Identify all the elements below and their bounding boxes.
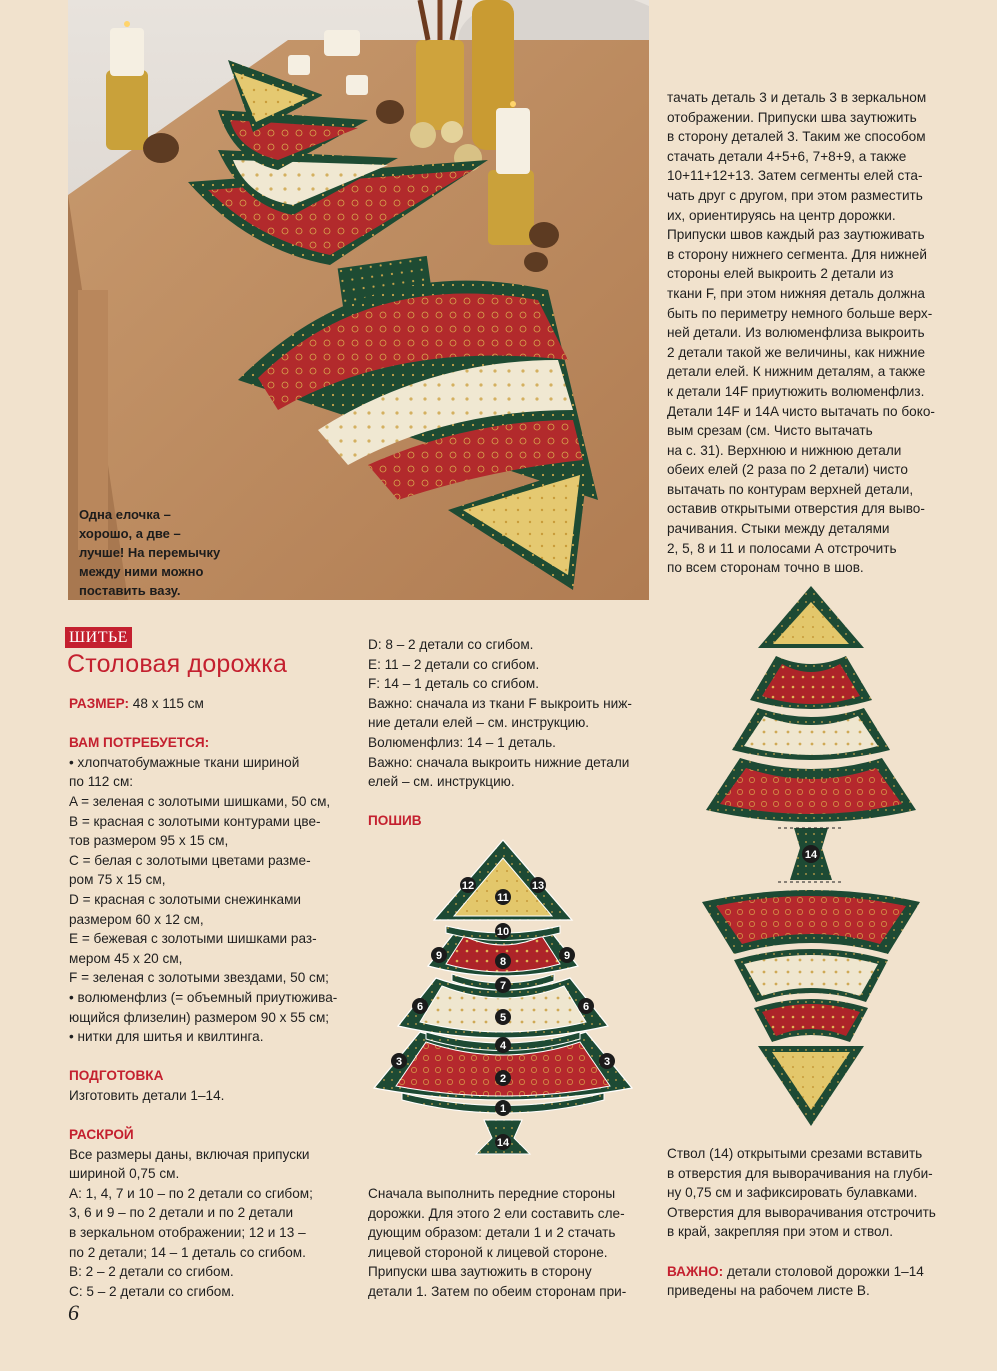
text-line: Отверстия для выворачивания отстрочить xyxy=(667,1204,936,1220)
materials-line: ром 75 х 15 см, xyxy=(69,872,166,888)
cutting-line: Все размеры даны, включая припуски xyxy=(69,1146,310,1162)
text-line: чать друг с другом, при этом разместить xyxy=(667,187,923,203)
photo-caption xyxy=(79,505,239,600)
text-line: в край, закрепляя при этом и ствол. xyxy=(667,1224,893,1240)
text-line: стачать детали 4+5+6, 7+8+9, а также xyxy=(667,148,907,164)
section-tag: ШИТЬЕ xyxy=(65,627,132,648)
label-badge xyxy=(412,998,428,1014)
label-badge xyxy=(495,977,511,993)
label-badge xyxy=(530,877,546,893)
cutting-line: F: 14 – 1 деталь со сгибом. xyxy=(368,676,539,692)
cutting-line: E: 11 – 2 детали со сгибом. xyxy=(368,656,540,672)
size-value: 48 х 115 см xyxy=(132,696,204,711)
diagram-label: 11 xyxy=(497,892,509,904)
middle-column xyxy=(368,635,658,831)
sewing-text xyxy=(368,1184,658,1302)
left-column xyxy=(69,694,359,1301)
text-line: отображении. Припуски шва заутюжить xyxy=(667,109,917,125)
label-badge xyxy=(578,998,594,1014)
text-line: Ствол (14) открытыми срезами вставить xyxy=(667,1146,923,1161)
label-badge xyxy=(599,1053,615,1069)
diagram-label: 4 xyxy=(499,1040,507,1052)
sewing-line: Припуски шва заутюжить в сторону xyxy=(368,1264,592,1280)
cutting-heading: РАСКРОЙ xyxy=(69,1127,134,1143)
sewing-heading: ПОШИВ xyxy=(368,813,422,829)
cutting-line: Важно: сначала выкроить нижние детали xyxy=(368,754,630,770)
label-badge xyxy=(495,1070,511,1086)
sewing-line: Сначала выполнить передние стороны xyxy=(368,1186,616,1201)
text-line: тачать деталь 3 и деталь 3 в зеркальном xyxy=(667,90,927,105)
materials-line: тов размером 95 х 15 см, xyxy=(69,833,229,849)
trunk-label: 14 xyxy=(804,849,818,861)
important-note xyxy=(667,1262,967,1282)
label-badge xyxy=(495,889,511,905)
cutting-line: C: 5 – 2 детали со сгибом. xyxy=(69,1283,235,1299)
text-line: оставив открытыми отверстия для выво- xyxy=(667,501,925,517)
text-line: 2 детали такой же величины, как нижние xyxy=(667,344,926,360)
label-badge xyxy=(495,953,511,969)
materials-line: по 112 см: xyxy=(69,774,134,790)
text-line: 10+11+12+13. Затем сегменты елей ста- xyxy=(667,168,923,184)
cutting-line: в зеркальном отображении; 12 и 13 – xyxy=(69,1225,306,1241)
text-line: по всем сторонам точно в шов. xyxy=(667,560,864,576)
diagram-label: 6 xyxy=(416,1001,424,1013)
cutting-line: ние детали елей – см. инструкцию. xyxy=(368,715,590,731)
sewing-line: дующим образом: детали 1 и 2 стачать xyxy=(368,1225,616,1241)
text-line: ткани F, при этом нижняя деталь должна xyxy=(667,285,925,301)
trunk-instructions xyxy=(667,1144,967,1301)
materials-line: E = бежевая с золотыми шишками раз- xyxy=(69,931,317,947)
label-badge xyxy=(495,1134,511,1150)
text-line: вытачать по контурам верхней детали, xyxy=(667,481,914,497)
label-badge xyxy=(495,1037,511,1053)
materials-line: • хлопчатобумажные ткани шириной xyxy=(69,754,300,770)
materials-line: A = зеленая с золотыми шишками, 50 см, xyxy=(69,793,331,809)
prep-line: Изготовить детали 1–14. xyxy=(69,1087,225,1103)
size-label: РАЗМЕР: xyxy=(69,696,130,711)
text-line: стороны елей выкроить 2 детали из xyxy=(667,266,894,282)
text-line: в сторону нижнего сегмента. Для нижней xyxy=(667,246,927,262)
materials-line: • волюменфлиз (= объемный приутюжива- xyxy=(69,989,338,1005)
cutting-line: 3, 6 и 9 – по 2 детали и по 2 детали xyxy=(69,1205,294,1221)
text-line: Припуски швов каждый раз заутюживать xyxy=(667,227,925,243)
cutting-line: елей – см. инструкцию. xyxy=(368,774,515,790)
tree-diagram xyxy=(372,836,640,1166)
text-line: рачивания. Стыки между деталями xyxy=(667,521,890,537)
text-line: в отверстия для выворачивания на глуби- xyxy=(667,1165,933,1181)
text-line: вым срезам (см. Чисто вытачать xyxy=(667,423,873,439)
size-line xyxy=(69,694,359,714)
diagram-label: 13 xyxy=(531,880,545,892)
cutting-line: A: 1, 4, 7 и 10 – по 2 детали со сгибом; xyxy=(69,1185,313,1201)
cutting-line: Важно: сначала из ткани F выкроить ниж- xyxy=(368,695,632,711)
prep-heading: ПОДГОТОВКА xyxy=(69,1068,164,1084)
cutting-line: D: 8 – 2 детали со сгибом. xyxy=(368,637,534,652)
cutting-line: по 2 детали; 14 – 1 деталь со сгибом. xyxy=(69,1244,306,1260)
diagram-label: 2 xyxy=(499,1073,507,1085)
text-line: их, ориентируясь на центр дорожки. xyxy=(667,207,896,223)
label-badge xyxy=(559,947,575,963)
diagram-label: 14 xyxy=(496,1137,510,1149)
diagram-label: 7 xyxy=(499,980,507,992)
sewing-line: лицевой стороной к лицевой стороне. xyxy=(368,1244,608,1260)
sewing-line: дорожки. Для этого 2 ели составить сле- xyxy=(368,1205,625,1221)
text-line: к детали 14F приутюжить волюменфлиз. xyxy=(667,383,925,399)
diagram-label: 9 xyxy=(563,950,571,962)
diagram-label: 5 xyxy=(499,1012,507,1024)
important-label: ВАЖНО: xyxy=(667,1263,724,1279)
materials-line: C = белая с золотыми цветами разме- xyxy=(69,852,311,868)
instructions-continued xyxy=(667,88,967,578)
diagram-label: 3 xyxy=(395,1056,403,1068)
important-text: детали столовой дорожки 1–14 xyxy=(726,1263,924,1279)
caption-line: поставить вазу. xyxy=(79,583,181,598)
caption-line: хорошо, а две – xyxy=(79,526,181,541)
label-badge xyxy=(431,947,447,963)
text-line: ней детали. Из волюменфлиза выкроить xyxy=(667,325,925,341)
materials-line: B = красная с золотыми контурами цве- xyxy=(69,813,321,829)
diagram-label: 10 xyxy=(496,926,510,938)
runner-diagram xyxy=(698,582,924,1128)
diagram-label: 12 xyxy=(461,880,475,892)
diagram-label: 1 xyxy=(499,1103,507,1115)
text-line: быть по периметру немного больше верх- xyxy=(667,305,933,321)
cutting-line: Волюменфлиз: 14 – 1 деталь. xyxy=(368,734,556,750)
diagram-label: 8 xyxy=(499,956,507,968)
cutting-line: B: 2 – 2 детали со сгибом. xyxy=(69,1264,234,1280)
cutting-line: шириной 0,75 см. xyxy=(69,1166,180,1182)
text-line: 2, 5, 8 и 11 и полосами А отстрочить xyxy=(667,540,897,556)
diagram-label: 9 xyxy=(435,950,443,962)
sewing-line: детали 1. Затем по обеим сторонам при- xyxy=(368,1283,627,1299)
caption-line: лучше! На перемычку xyxy=(79,545,221,560)
label-badge xyxy=(391,1053,407,1069)
diagram-label: 6 xyxy=(582,1001,590,1013)
label-badge xyxy=(495,1100,511,1116)
materials-line: D = красная с золотыми снежинками xyxy=(69,891,302,907)
text-line: детали елей. К нижним деталям, а также xyxy=(667,364,926,380)
text-line: Детали 14F и 14A чисто вытачать по боко- xyxy=(667,403,935,419)
text-line: на с. 31). Верхнюю и нижнюю детали xyxy=(667,442,902,458)
materials-line: ющийся флизелин) размером 90 х 55 см; xyxy=(69,1009,330,1025)
page-title: Столовая дорожка xyxy=(67,650,288,678)
text-line: в сторону деталей 3. Таким же способом xyxy=(667,129,926,145)
important-text: приведены на рабочем листе B. xyxy=(667,1283,870,1299)
materials-line: F = зеленая с золотыми звездами, 50 см; xyxy=(69,970,329,986)
materials-line: размером 60 х 12 см, xyxy=(69,911,204,927)
text-line: обеих елей (2 раза по 2 детали) чисто xyxy=(667,462,908,478)
label-badge xyxy=(460,877,476,893)
materials-heading: ВАМ ПОТРЕБУЕТСЯ: xyxy=(69,735,210,751)
materials-line: мером 45 х 20 см, xyxy=(69,950,183,966)
label-badge xyxy=(495,1009,511,1025)
label-badge xyxy=(495,923,511,939)
caption-line: Одна елочка – xyxy=(79,507,171,522)
text-line: ну 0,75 см и зафиксировать булавками. xyxy=(667,1185,918,1201)
page-number: 6 xyxy=(68,1300,79,1325)
diagram-label: 3 xyxy=(603,1056,611,1068)
caption-line: между ними можно xyxy=(79,564,204,579)
materials-line: • нитки для шитья и квилтинга. xyxy=(69,1029,264,1045)
label-badge xyxy=(802,845,820,863)
